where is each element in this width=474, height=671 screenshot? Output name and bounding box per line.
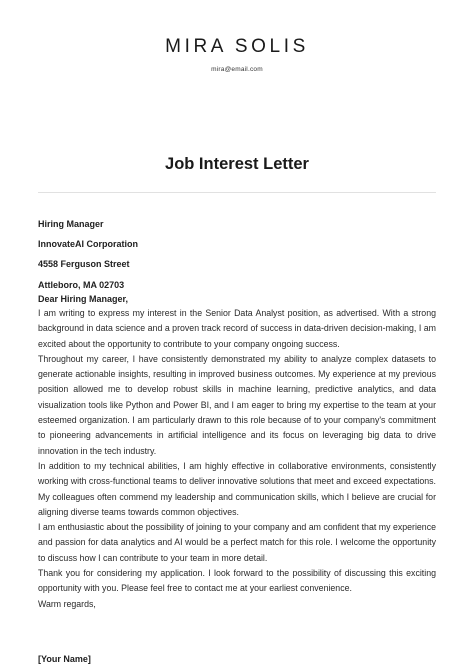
paragraph-3: In addition to my technical abilities, I am highly effective in collaborative environments, consistently working with cross-functional teams to deliver innovative solutions that meet and exceed expectations. My colleagues often commend my leadership and communication skills, which I believe are crucial for aligning diverse teams towards common objectives. — [38, 460, 436, 517]
paragraph-1: I am writing to express my interest in the Senior Data Analyst position, as advertised. With a strong background in data science and a proven track record of success in data-driven decision-making, I am excited about the opportunity to contribute to your company ongoing success. — [38, 308, 436, 349]
recipient-role: Hiring Manager — [38, 219, 104, 229]
closing: Warm regards, — [38, 598, 96, 609]
recipient-city: Attleboro, MA 02703 — [38, 280, 125, 290]
recipient-company: InnovateAI Corporation — [38, 239, 139, 249]
signature: [Your Name] — [38, 654, 91, 664]
letter-title: Job Interest Letter — [165, 155, 309, 173]
recipient-street: 4558 Ferguson Street — [38, 259, 130, 269]
sender-name: MIRA SOLIS — [165, 36, 309, 57]
sender-email: mira@email.com — [211, 66, 263, 73]
letter-body — [38, 306, 436, 612]
paragraph-4: I am enthusiastic about the possibility of joining to your company and am confident that my experience and passion for data analytics and AI would be a perfect match for this role. I welcome the opportunity to discuss how I can contribute to your team in more detail. — [38, 522, 436, 563]
divider — [38, 192, 436, 193]
paragraph-2: Throughout my career, I have consistently demonstrated my ability to analyze complex datasets to generate actionable insights, resulting in improved business outcomes. My experience at my previous position allowed me to develop robust skills in machine learning, predictive analytics, and data visualization tools like Python and Power BI, and I am eager to bring my expertise to the team at your esteemed organization. I am particularly drawn to this role because of to your company's commitment to pioneering advancements in artificial intelligence and its focus on leveraging big data to drive innovation in the tech industry. — [38, 353, 436, 456]
salutation: Dear Hiring Manager, — [38, 294, 129, 304]
paragraph-5: Thank you for considering my application. I look forward to the possibility of discussing this exciting opportunity with you. Please feel free to contact me at your earliest convenience. — [38, 568, 436, 594]
